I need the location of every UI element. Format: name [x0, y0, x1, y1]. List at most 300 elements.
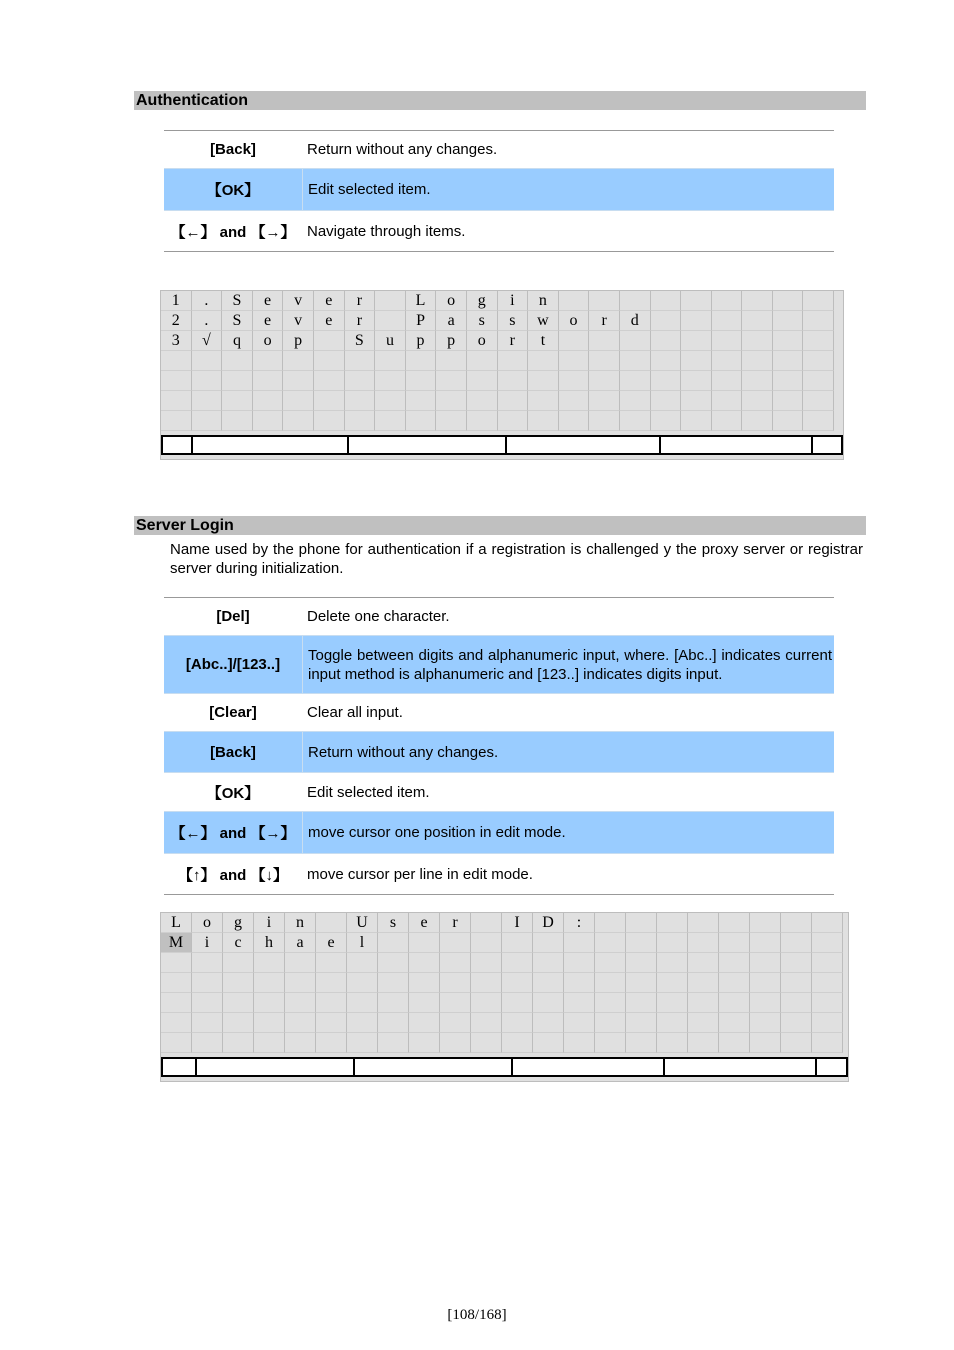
lcd-cell	[750, 913, 781, 933]
lcd-cell: r	[345, 291, 376, 311]
softkey-slot[interactable]	[513, 1059, 665, 1075]
lcd-cell: e	[253, 291, 284, 311]
lcd-cell	[712, 391, 743, 411]
lcd-cell	[253, 411, 284, 431]
lcd-cell	[471, 1013, 502, 1033]
key-description-text: Edit selected item.	[307, 783, 430, 801]
lcd-cell	[528, 391, 559, 411]
lcd-cell	[192, 411, 223, 431]
key-row	[164, 131, 834, 168]
lcd-cell	[750, 1013, 781, 1033]
lcd-cell	[314, 391, 345, 411]
lcd-cell: 2	[161, 311, 192, 331]
lcd-cell	[781, 913, 812, 933]
lcd-cell	[406, 371, 437, 391]
lcd-cell	[375, 371, 406, 391]
softkey-slot[interactable]	[507, 437, 661, 453]
lcd-cell	[533, 973, 564, 993]
lcd-cell	[803, 391, 834, 411]
lcd-cell	[750, 933, 781, 953]
lcd-cell	[781, 1033, 812, 1053]
lcd-cell	[378, 933, 409, 953]
lcd-cell	[559, 291, 590, 311]
lcd-cell	[812, 913, 843, 933]
key-description-text: Edit selected item.	[308, 181, 431, 198]
lcd-cell: g	[223, 913, 254, 933]
lcd-cell	[719, 993, 750, 1013]
lcd-cell	[467, 351, 498, 371]
lcd-cell	[564, 973, 595, 993]
lcd-cell	[750, 1033, 781, 1053]
key-description-text: move cursor per line in edit mode.	[307, 865, 533, 883]
lcd-cell	[681, 291, 712, 311]
key-name: 【←】 and 【→】	[170, 223, 296, 241]
lcd-cell	[161, 973, 192, 993]
lcd-cell	[314, 411, 345, 431]
lcd-cell	[773, 351, 804, 371]
lcd-cell	[347, 953, 378, 973]
lcd-cell	[681, 331, 712, 351]
lcd-cell	[626, 993, 657, 1013]
lcd-cell	[502, 933, 533, 953]
key-row	[164, 635, 834, 694]
lcd-row	[161, 331, 834, 351]
lcd-cell	[316, 1013, 347, 1033]
key-description-text: Delete one character.	[307, 608, 450, 625]
lcd-cell	[620, 371, 651, 391]
lcd-cell	[803, 351, 834, 371]
key-name: 【←】 and 【→】	[170, 825, 296, 842]
lcd-cell: L	[161, 913, 192, 933]
lcd-cell	[471, 1033, 502, 1053]
lcd-cell	[657, 993, 688, 1013]
lcd-row	[161, 351, 834, 371]
section-header-server-login	[134, 516, 866, 535]
lcd-cell	[712, 411, 743, 431]
key-name: 【OK】	[206, 784, 260, 802]
lcd-cell	[595, 1033, 626, 1053]
softkey-slot[interactable]	[665, 1059, 817, 1075]
lcd-cell	[651, 311, 682, 331]
lcd-cell	[440, 973, 471, 993]
lcd-cell	[657, 973, 688, 993]
lcd-cell: c	[223, 933, 254, 953]
lcd-cell	[773, 311, 804, 331]
key-name: [Del]	[216, 608, 250, 625]
lcd-cell	[559, 331, 590, 351]
lcd-cell	[314, 331, 345, 351]
lcd-cell	[467, 391, 498, 411]
lcd-cell	[742, 371, 773, 391]
lcd-cell	[314, 351, 345, 371]
lcd-cell	[589, 391, 620, 411]
softkey-slot[interactable]	[661, 437, 813, 453]
lcd-cell	[626, 1033, 657, 1053]
lcd-cell	[651, 371, 682, 391]
lcd-cell	[192, 391, 223, 411]
key-name: [Back]	[210, 743, 256, 761]
lcd-cell	[589, 331, 620, 351]
lcd-cell	[409, 993, 440, 1013]
lcd-cell: v	[283, 291, 314, 311]
lcd-cell	[651, 331, 682, 351]
key-name: [Abc..]/[123..]	[185, 656, 281, 673]
lcd-cell	[223, 1013, 254, 1033]
lcd-cell	[559, 371, 590, 391]
lcd-cell: v	[283, 311, 314, 331]
lcd-cell	[812, 953, 843, 973]
lcd-cell	[223, 993, 254, 1013]
key-row	[164, 854, 834, 894]
lcd-cell	[773, 411, 804, 431]
lcd-cell: l	[347, 933, 378, 953]
lcd-cell	[688, 1013, 719, 1033]
lcd-row	[161, 1033, 843, 1053]
lcd-cell: q	[222, 331, 253, 351]
softkey-slot[interactable]	[163, 437, 193, 453]
lcd-cell	[502, 953, 533, 973]
lcd-cell: 3	[161, 331, 192, 351]
key-description	[302, 703, 834, 722]
lcd-cell: t	[528, 331, 559, 351]
lcd-cell	[161, 411, 192, 431]
lcd-cell	[345, 351, 376, 371]
lcd-cell	[345, 391, 376, 411]
lcd-cell	[347, 1013, 378, 1033]
lcd-cell	[467, 371, 498, 391]
lcd-row	[161, 1013, 843, 1033]
lcd-cell	[254, 1013, 285, 1033]
lcd-cell	[254, 993, 285, 1013]
lcd-cell	[742, 311, 773, 331]
lcd-cell	[620, 411, 651, 431]
lcd-cell	[161, 351, 192, 371]
lcd-cell	[688, 913, 719, 933]
lcd-cell	[316, 993, 347, 1013]
lcd-cell	[409, 933, 440, 953]
lcd-row	[161, 933, 843, 953]
key-row	[164, 731, 834, 773]
lcd-row	[161, 371, 834, 391]
key-table-server-login	[164, 597, 834, 895]
lcd-row	[161, 973, 843, 993]
lcd-cell	[222, 411, 253, 431]
lcd-cell	[409, 1013, 440, 1033]
lcd-cell	[681, 411, 712, 431]
lcd-cell	[750, 953, 781, 973]
lcd-screen-authentication	[160, 290, 844, 460]
lcd-cell	[803, 411, 834, 431]
lcd-cell	[161, 993, 192, 1013]
lcd-cell	[719, 913, 750, 933]
lcd-cell: h	[254, 933, 285, 953]
lcd-cell: .	[192, 291, 223, 311]
lcd-cell: r	[498, 331, 529, 351]
lcd-cell	[409, 1033, 440, 1053]
lcd-cell: a	[436, 311, 467, 331]
key-description-text: Return without any changes.	[307, 141, 498, 158]
key-description	[302, 222, 834, 241]
lcd-cell	[595, 953, 626, 973]
lcd-cell	[595, 973, 626, 993]
lcd-cell	[595, 933, 626, 953]
lcd-cell	[742, 331, 773, 351]
lcd-cell: u	[375, 331, 406, 351]
lcd-cell	[161, 371, 192, 391]
lcd-cell	[626, 913, 657, 933]
lcd-cell	[559, 411, 590, 431]
lcd-cell	[564, 933, 595, 953]
lcd-row	[161, 913, 843, 933]
lcd-cell: e	[314, 311, 345, 331]
lcd-cell	[651, 351, 682, 371]
lcd-cell	[657, 913, 688, 933]
key-name: [Clear]	[209, 704, 257, 721]
key-description	[302, 732, 834, 772]
lcd-cell	[657, 953, 688, 973]
lcd-cell	[681, 371, 712, 391]
lcd-cell	[559, 391, 590, 411]
lcd-cell	[688, 953, 719, 973]
lcd-cell: w	[528, 311, 559, 331]
lcd-cell	[626, 1013, 657, 1033]
lcd-cell	[712, 311, 743, 331]
lcd-cell	[222, 351, 253, 371]
lcd-cell	[498, 391, 529, 411]
lcd-cell	[750, 973, 781, 993]
lcd-cell	[781, 933, 812, 953]
lcd-cell	[223, 1033, 254, 1053]
lcd-cell	[316, 973, 347, 993]
lcd-cell	[812, 973, 843, 993]
lcd-cell	[812, 1013, 843, 1033]
lcd-cell	[528, 411, 559, 431]
key-description-text: Toggle between digits and alphanumeric input, where. [Abc..] indicates current input method is alphanumeric and [123..] indicates digits input.	[308, 646, 832, 683]
lcd-cell	[803, 291, 834, 311]
lcd-cell	[773, 331, 804, 351]
lcd-cell	[719, 973, 750, 993]
lcd-cell	[254, 953, 285, 973]
lcd-cell	[375, 391, 406, 411]
lcd-cell	[595, 993, 626, 1013]
key-row	[164, 694, 834, 731]
key-name: 【OK】	[206, 182, 260, 199]
lcd-cell	[192, 953, 223, 973]
softkey-slot[interactable]	[349, 437, 507, 453]
section-title: Server Login	[136, 517, 234, 534]
lcd-cell	[222, 391, 253, 411]
lcd-cell	[378, 973, 409, 993]
lcd-cell	[471, 953, 502, 973]
lcd-cell	[254, 1033, 285, 1053]
lcd-cell	[681, 311, 712, 331]
softkey-slot[interactable]	[355, 1059, 513, 1075]
lcd-cell: e	[314, 291, 345, 311]
lcd-cell	[471, 913, 502, 933]
lcd-cell	[742, 391, 773, 411]
lcd-cell: s	[378, 913, 409, 933]
lcd-cell	[533, 993, 564, 1013]
softkey-slot[interactable]	[197, 1059, 355, 1075]
lcd-cell	[626, 953, 657, 973]
softkey-slot[interactable]	[817, 1059, 844, 1075]
key-description	[302, 812, 834, 853]
key-description	[302, 607, 834, 626]
lcd-cell: r	[345, 311, 376, 331]
lcd-cell	[781, 1013, 812, 1033]
lcd-cell	[812, 1033, 843, 1053]
lcd-cell	[742, 291, 773, 311]
lcd-cell	[471, 933, 502, 953]
lcd-cell: 1	[161, 291, 192, 311]
lcd-cell	[316, 913, 347, 933]
lcd-cell	[223, 973, 254, 993]
server-login-description: Name used by the phone for authentication if a registration is challenged y the proxy server or registrar server during initialization.	[170, 541, 863, 577]
lcd-cell	[192, 1033, 223, 1053]
lcd-cell	[347, 973, 378, 993]
lcd-cell	[192, 993, 223, 1013]
lcd-cell: e	[409, 913, 440, 933]
lcd-row	[161, 291, 834, 311]
lcd-cell	[406, 351, 437, 371]
lcd-cell	[651, 411, 682, 431]
lcd-cell	[192, 973, 223, 993]
key-row	[164, 211, 834, 251]
lcd-cell	[657, 1033, 688, 1053]
lcd-cell	[502, 973, 533, 993]
lcd-cell	[440, 993, 471, 1013]
key-description	[302, 169, 834, 210]
lcd-cell: D	[533, 913, 564, 933]
lcd-cell: s	[498, 311, 529, 331]
lcd-screen-server-login	[160, 912, 849, 1082]
lcd-cell	[471, 973, 502, 993]
lcd-cell	[406, 391, 437, 411]
lcd-cell	[773, 291, 804, 311]
lcd-cell	[222, 371, 253, 391]
lcd-cell	[378, 953, 409, 973]
lcd-cell: L	[406, 291, 437, 311]
lcd-cell	[471, 993, 502, 1013]
lcd-cell	[347, 993, 378, 1013]
lcd-cell: p	[283, 331, 314, 351]
lcd-cell	[812, 993, 843, 1013]
lcd-cell	[719, 933, 750, 953]
softkey-slot[interactable]	[813, 437, 839, 453]
lcd-cell: r	[589, 311, 620, 331]
key-description-text: Navigate through items.	[307, 222, 466, 240]
lcd-cell	[345, 371, 376, 391]
lcd-cell	[803, 311, 834, 331]
lcd-cell: M	[161, 933, 192, 953]
lcd-cell	[533, 1013, 564, 1033]
lcd-cell	[436, 391, 467, 411]
lcd-cell	[378, 1013, 409, 1033]
lcd-cell: g	[467, 291, 498, 311]
lcd-cell: e	[316, 933, 347, 953]
lcd-cell: n	[528, 291, 559, 311]
lcd-cell: o	[559, 311, 590, 331]
key-row	[164, 598, 834, 635]
lcd-cell	[440, 1013, 471, 1033]
lcd-cell	[533, 1033, 564, 1053]
lcd-cell	[712, 371, 743, 391]
lcd-cell	[502, 1013, 533, 1033]
lcd-cell	[161, 1033, 192, 1053]
lcd-cell	[161, 953, 192, 973]
lcd-cell	[620, 351, 651, 371]
lcd-cell	[253, 371, 284, 391]
softkey-bar	[161, 1057, 848, 1077]
lcd-cell	[283, 351, 314, 371]
lcd-cell	[773, 391, 804, 411]
lcd-cell	[436, 371, 467, 391]
lcd-cell	[498, 371, 529, 391]
lcd-cell	[595, 913, 626, 933]
lcd-cell	[803, 331, 834, 351]
lcd-cell	[528, 371, 559, 391]
lcd-cell	[316, 1033, 347, 1053]
page-number: [108/168]	[447, 1307, 507, 1323]
lcd-cell: U	[347, 913, 378, 933]
lcd-cell	[781, 953, 812, 973]
lcd-cell	[440, 933, 471, 953]
lcd-cell	[285, 1013, 316, 1033]
section-header-authentication	[134, 91, 866, 110]
lcd-cell	[533, 953, 564, 973]
lcd-cell	[589, 371, 620, 391]
lcd-cell	[375, 291, 406, 311]
lcd-cell	[378, 993, 409, 1013]
lcd-cell: √	[192, 331, 223, 351]
lcd-cell	[564, 953, 595, 973]
lcd-cell	[285, 1033, 316, 1053]
lcd-cell	[283, 391, 314, 411]
lcd-cell	[467, 411, 498, 431]
lcd-cell	[626, 933, 657, 953]
softkey-slot[interactable]	[193, 437, 349, 453]
lcd-cell	[564, 993, 595, 1013]
lcd-cell	[620, 291, 651, 311]
softkey-slot[interactable]	[163, 1059, 197, 1075]
lcd-cell	[559, 351, 590, 371]
key-description	[302, 636, 834, 693]
lcd-cell: i	[254, 913, 285, 933]
key-description	[302, 140, 834, 159]
key-description	[302, 865, 834, 884]
lcd-cell	[719, 1013, 750, 1033]
key-description-text: Return without any changes.	[308, 743, 499, 761]
lcd-cell: I	[502, 913, 533, 933]
lcd-cell: o	[467, 331, 498, 351]
lcd-cell	[347, 1033, 378, 1053]
lcd-cell	[781, 993, 812, 1013]
lcd-cell	[681, 391, 712, 411]
lcd-cell: i	[192, 933, 223, 953]
key-description-text: move cursor one position in edit mode.	[308, 824, 566, 841]
lcd-cell: a	[285, 933, 316, 953]
lcd-cell: p	[406, 331, 437, 351]
lcd-cell: i	[498, 291, 529, 311]
lcd-cell	[688, 933, 719, 953]
lcd-cell	[589, 291, 620, 311]
lcd-cell	[719, 953, 750, 973]
key-name: [Back]	[210, 141, 256, 158]
lcd-cell: .	[192, 311, 223, 331]
lcd-cell	[283, 411, 314, 431]
lcd-cell	[285, 953, 316, 973]
lcd-cell	[345, 411, 376, 431]
